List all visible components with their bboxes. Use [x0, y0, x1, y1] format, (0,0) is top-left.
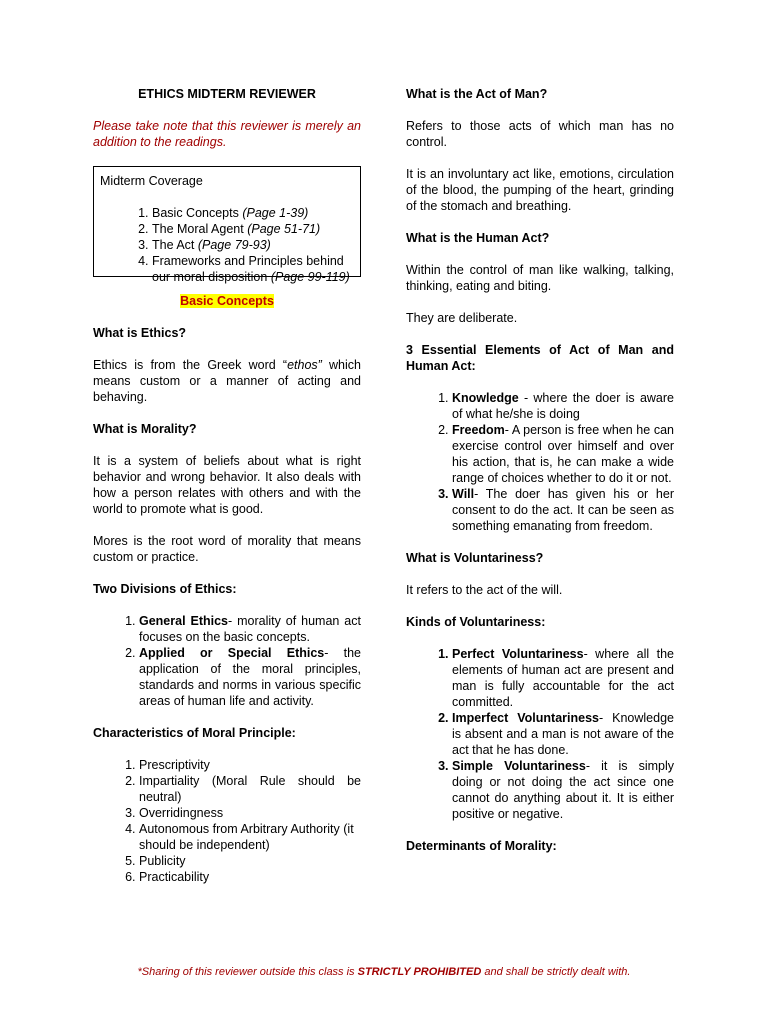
- heading-determinants: Determinants of Morality:: [406, 839, 557, 853]
- voluntariness-definition: It refers to the act of the will.: [406, 583, 563, 597]
- human-act-definition: Within the control of man like walking, talking, thinking, eating and biting.: [406, 263, 674, 293]
- list-item: 2. Impartiality (Moral Rule should be neutral): [139, 773, 361, 805]
- morality-definition: It is a system of beliefs about what is right behavior and wrong behavior. It also deals with how a person relates with others and with the world to promote what is good.: [93, 454, 361, 516]
- section-heading-basic-concepts: Basic Concepts: [180, 294, 274, 308]
- elements-list: [406, 390, 674, 534]
- section-heading-wrap: [93, 293, 361, 309]
- heading-voluntariness: What is Voluntariness?: [406, 551, 544, 565]
- heading-two-divisions: Two Divisions of Ethics:: [93, 582, 237, 596]
- act-of-man-definition: Refers to those acts of which man has no control.: [406, 119, 674, 149]
- heading-act-of-man: What is the Act of Man?: [406, 87, 548, 101]
- footer-warning: *Sharing of this reviewer outside this class is STRICTLY PROHIBITED and shall be strictly dealt with.: [137, 966, 631, 978]
- heading-what-is-morality: What is Morality?: [93, 422, 197, 436]
- heading-essential-elements: 3 Essential Elements of Act of Man and Human Act:: [406, 343, 674, 373]
- act-of-man-examples: It is an involuntary act like, emotions, circulation of the blood, the pumping of the heart, grinding of the stomach and breathing.: [406, 167, 674, 213]
- ethics-definition: Ethics is from the Greek word “ethos” which means custom or a manner of acting and behaving.: [93, 358, 361, 404]
- list-item: 1. Perfect Voluntariness- where all the elements of human act are present and man is fully accountable for the act committed.: [452, 646, 674, 710]
- heading-kinds-of-voluntariness: Kinds of Voluntariness:: [406, 615, 546, 629]
- list-item: 2. Freedom- A person is free when he can exercise control over himself and over his action, that is, he can make a wide range of choices whether to do it or not.: [452, 422, 674, 486]
- heading-characteristics: Characteristics of Moral Principle:: [93, 726, 296, 740]
- list-item: 1. General Ethics- morality of human act focuses on the basic concepts.: [139, 613, 361, 645]
- right-column: [406, 86, 674, 870]
- reviewer-note: Please take note that this reviewer is merely an addition to the readings.: [93, 119, 361, 149]
- list-item: 3. Overridingness: [139, 805, 361, 821]
- human-act-deliberate: They are deliberate.: [406, 311, 518, 325]
- coverage-title: Midterm Coverage: [100, 174, 203, 188]
- list-item: 2. Applied or Special Ethics- the application of the moral principles, standards and norms in various specific areas of human life and activity.: [139, 645, 361, 709]
- divisions-list: [93, 613, 361, 709]
- list-item: 3. Will- The doer has given his or her consent to do the act. It can be seen as something emanating from freedom.: [452, 486, 674, 534]
- left-column: [93, 86, 361, 901]
- list-item: 1. Prescriptivity: [139, 757, 361, 773]
- list-item: 5. Publicity: [139, 853, 361, 869]
- coverage-list: [100, 205, 354, 285]
- coverage-item: 3. The Act (Page 79-93): [152, 237, 354, 253]
- midterm-coverage-box: [93, 166, 361, 284]
- characteristics-list: [93, 757, 361, 885]
- list-item: 4. Autonomous from Arbitrary Authority (it should be independent): [139, 821, 361, 853]
- coverage-item: 1. Basic Concepts (Page 1-39): [152, 205, 354, 221]
- heading-human-act: What is the Human Act?: [406, 231, 550, 245]
- heading-what-is-ethics: What is Ethics?: [93, 326, 187, 340]
- coverage-item: 4. Frameworks and Principles behind our moral disposition (Page 99-119): [152, 253, 354, 285]
- list-item: 6. Practicability: [139, 869, 361, 885]
- coverage-item: 2. The Moral Agent (Page 51-71): [152, 221, 354, 237]
- list-item: 3. Simple Voluntariness- it is simply doing or not doing the act since one cannot do anything about it. It is either positive or negative.: [452, 758, 674, 822]
- kinds-list: [406, 646, 674, 822]
- list-item: 1. Knowledge - where the doer is aware of what he/she is doing: [452, 390, 674, 422]
- list-item: 2. Imperfect Voluntariness- Knowledge is absent and a man is not aware of the act that he has done.: [452, 710, 674, 758]
- mores-definition: Mores is the root word of morality that means custom or practice.: [93, 534, 361, 564]
- document-title: ETHICS MIDTERM REVIEWER: [138, 87, 316, 101]
